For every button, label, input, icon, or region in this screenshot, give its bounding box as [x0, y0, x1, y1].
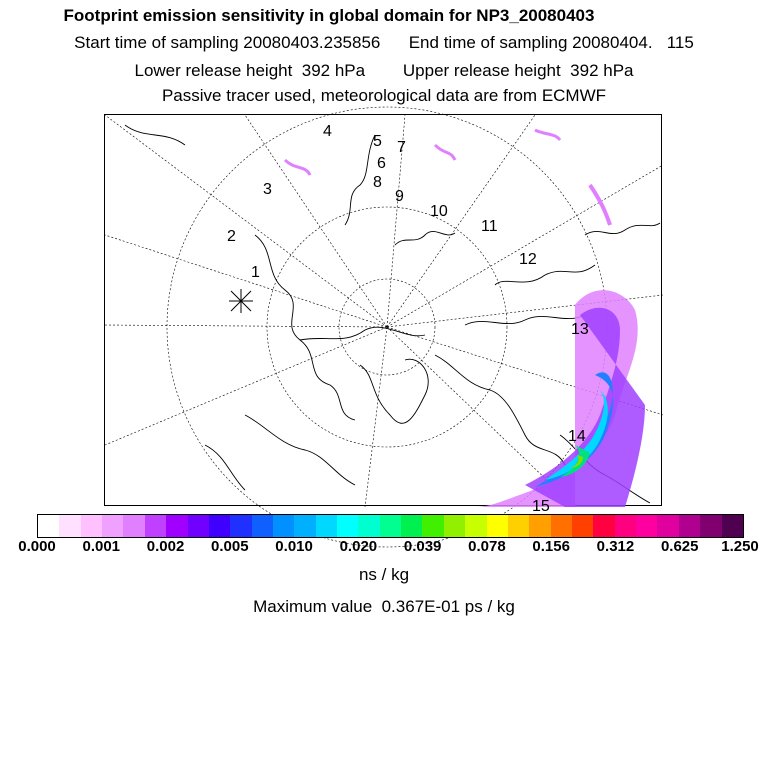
color-scale-swatch	[358, 515, 379, 537]
sector-label-5: 5	[373, 133, 382, 150]
color-scale-swatch	[337, 515, 358, 537]
color-scale-swatch	[230, 515, 251, 537]
sector-label-10: 10	[430, 203, 448, 220]
sector-label-14: 14	[568, 428, 586, 445]
color-scale-swatch	[572, 515, 593, 537]
color-scale-tick-label: 0.001	[82, 538, 121, 555]
color-scale-swatch	[81, 515, 102, 537]
color-scale-bar	[37, 514, 744, 538]
color-scale-swatch	[145, 515, 166, 537]
color-scale-swatch	[487, 515, 508, 537]
color-scale-tick-label: 0.078	[468, 538, 506, 555]
color-scale-swatch	[188, 515, 209, 537]
sector-label-9: 9	[395, 188, 404, 205]
sector-label-4: 4	[323, 123, 332, 140]
color-scale-tick-label: 0.002	[146, 538, 185, 555]
color-scale-swatch	[615, 515, 636, 537]
color-scale-swatch	[593, 515, 614, 537]
color-scale-swatch	[59, 515, 80, 537]
color-scale-swatch	[380, 515, 401, 537]
color-scale-swatch	[508, 515, 529, 537]
sector-label-7: 7	[397, 139, 406, 156]
color-scale-ticks	[0, 538, 768, 562]
tracer-info-line: Passive tracer used, meteorological data are from ECMWF	[161, 86, 607, 105]
color-scale-tick-label: 0.000	[18, 538, 56, 555]
release-height-line: Lower release height 392 hPa Upper release height 392 hPa	[134, 61, 634, 80]
color-scale-swatch	[722, 515, 743, 537]
color-scale-tick-label: 0.010	[275, 538, 313, 555]
color-scale-tick-label: 0.039	[403, 538, 442, 555]
color-scale-tick-label: 0.625	[660, 538, 699, 555]
color-scale-swatch	[529, 515, 550, 537]
color-scale-swatch	[401, 515, 422, 537]
sensitivity-plume	[285, 130, 645, 507]
sector-label-15: 15	[532, 498, 550, 515]
footprint-map	[104, 114, 662, 515]
color-scale-swatch	[679, 515, 700, 537]
color-scale-swatch	[551, 515, 572, 537]
sector-label-8: 8	[373, 174, 382, 191]
color-scale-unit: ns / kg	[358, 565, 410, 584]
color-scale-tick-label: 1.250	[721, 538, 759, 555]
color-scale-swatch	[316, 515, 337, 537]
color-scale-swatch	[657, 515, 678, 537]
color-scale-swatch	[700, 515, 721, 537]
color-scale-tick-label: 0.156	[532, 538, 570, 555]
sector-label-13: 13	[571, 321, 589, 338]
sector-label-3: 3	[263, 181, 272, 198]
asterisk-marker	[229, 289, 253, 313]
color-scale-tick-label: 0.020	[339, 538, 378, 555]
sampling-time-line: Start time of sampling 20080403.235856 End time of sampling 20080404. 115	[74, 33, 694, 52]
color-scale-swatch	[38, 515, 59, 537]
color-scale-swatch	[444, 515, 465, 537]
color-scale-swatch	[102, 515, 123, 537]
sector-label-11: 11	[481, 218, 498, 235]
plot-title: Footprint emission sensitivity in global domain for NP3_20080403	[63, 6, 595, 25]
color-scale-tick-label: 0.312	[596, 538, 635, 555]
color-scale-swatch	[166, 515, 187, 537]
sector-label-2: 2	[227, 228, 236, 245]
color-scale-tick-label: 0.005	[211, 538, 249, 555]
sector-label-12: 12	[519, 251, 537, 268]
color-scale-swatch	[252, 515, 273, 537]
color-scale-swatch	[422, 515, 443, 537]
sector-label-1: 1	[251, 264, 260, 281]
color-scale-swatch	[294, 515, 315, 537]
color-scale-swatch	[123, 515, 144, 537]
sector-label-6: 6	[377, 155, 386, 172]
color-scale-swatch	[209, 515, 230, 537]
color-scale-swatch	[636, 515, 657, 537]
sector-labels	[227, 123, 589, 515]
color-scale-swatch	[465, 515, 486, 537]
maximum-value-note: Maximum value 0.367E-01 ps / kg	[253, 597, 515, 616]
color-scale-swatch	[273, 515, 294, 537]
